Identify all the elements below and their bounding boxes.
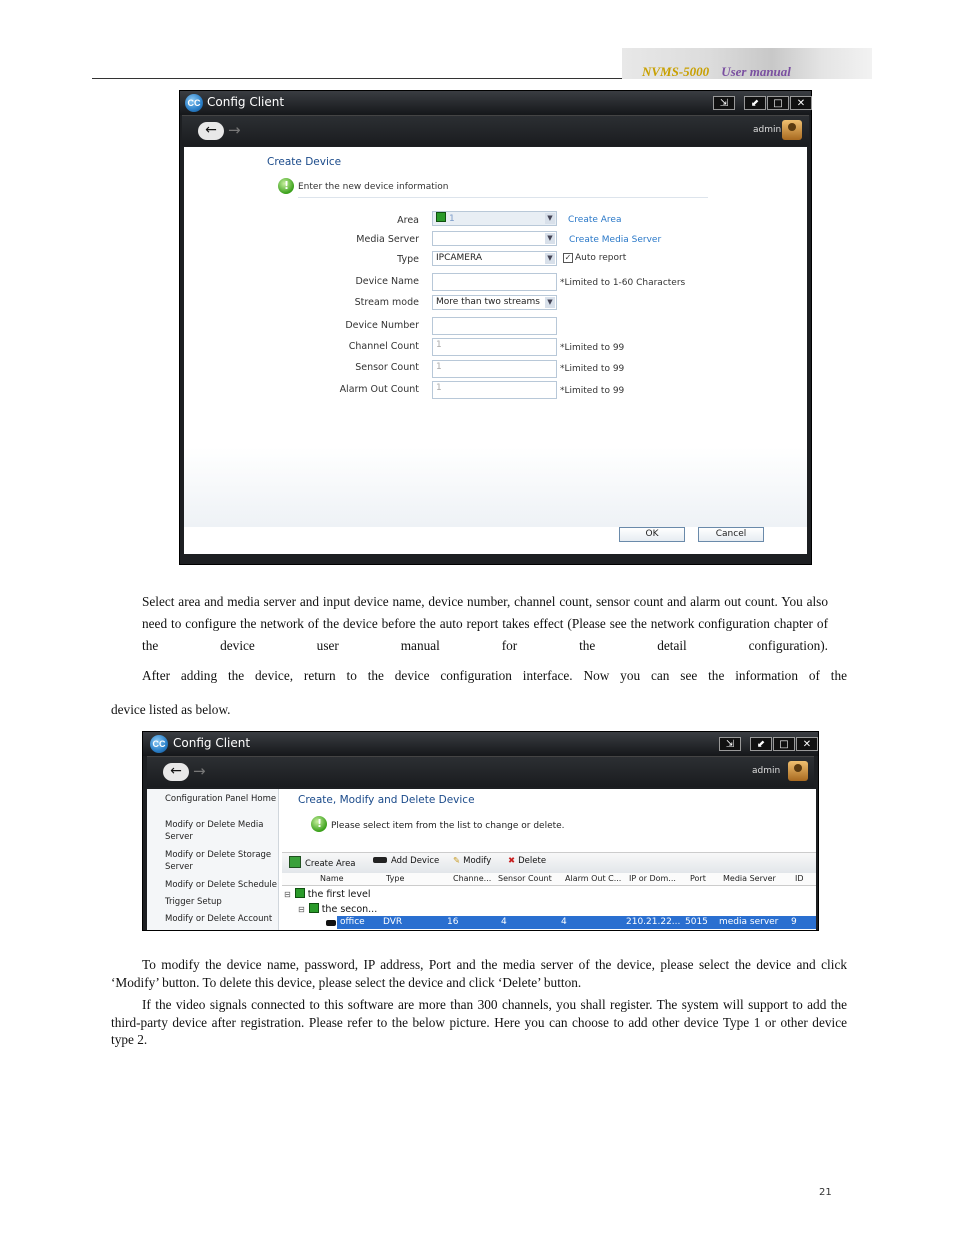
column-channel[interactable]: Channe... <box>453 874 492 883</box>
window-title: Config Client <box>207 95 285 109</box>
create-device-panel <box>184 147 807 554</box>
paragraph-4 <box>111 996 847 1049</box>
device-icon <box>373 857 387 863</box>
action-toolbar <box>282 852 816 874</box>
sidebar-item-home[interactable]: Configuration Panel Home <box>165 794 277 804</box>
hint-divider <box>298 197 708 198</box>
exit-icon[interactable]: ⇲ <box>719 737 741 751</box>
back-arrow-icon[interactable]: ← <box>163 763 189 781</box>
device-number-input[interactable] <box>432 317 557 335</box>
window-title: Config Client <box>173 736 251 750</box>
cell-media-server: media server <box>719 917 779 927</box>
page-number: 21 <box>819 1187 832 1198</box>
paragraph-4-text: If the video signals connected to this software are more than 300 channels, you shall register. The system will support to add the third-party device after registration. Please refer to the below picture. Here you can choose to add other device Type 1 or other device type 2. <box>111 997 847 1047</box>
page-heading: Create, Modify and Delete Device <box>298 794 475 806</box>
sidebar <box>147 789 279 930</box>
delete-label: Delete <box>518 856 547 866</box>
cell-alarm-out: 4 <box>561 917 567 927</box>
paragraph-1a <box>142 591 828 657</box>
create-area-button[interactable] <box>289 856 356 869</box>
auto-report-checkbox[interactable] <box>563 253 626 263</box>
add-device-label: Add Device <box>391 856 440 866</box>
tree-level2-label: the secon... <box>321 904 378 915</box>
create-area-label: Create Area <box>305 859 356 869</box>
user-avatar-icon[interactable] <box>788 761 808 781</box>
sidebar-item-trigger[interactable]: Trigger Setup <box>165 897 222 907</box>
exit-icon[interactable]: ⇲ <box>713 96 735 110</box>
header-product: NVMS-5000 <box>642 64 710 79</box>
hint-text: Enter the new device information <box>298 182 449 192</box>
cell-sensor: 4 <box>501 917 507 927</box>
modify-label: Modify <box>463 856 492 866</box>
alarm-out-note: *Limited to 99 <box>560 386 625 396</box>
restore-icon[interactable]: ⬋ <box>750 737 772 751</box>
cell-ip: 210.21.22... <box>626 917 681 927</box>
checkbox-checked-icon: ✓ <box>564 253 572 262</box>
type-value: IPCAMERA <box>436 253 483 263</box>
info-icon <box>278 178 294 194</box>
sidebar-item-storage-server[interactable]: Modify or Delete Storage Server <box>165 850 272 872</box>
column-port[interactable]: Port <box>690 874 706 883</box>
area-node-icon <box>309 903 319 913</box>
sidebar-item-schedule[interactable]: Modify or Delete Schedule <box>165 880 277 890</box>
cell-id: 9 <box>791 917 797 927</box>
column-type[interactable]: Type <box>386 874 405 883</box>
alarm-out-label: Alarm Out Count <box>339 384 419 395</box>
create-area-icon <box>289 856 301 868</box>
stream-mode-value: More than two streams <box>436 297 540 307</box>
header-rule <box>92 78 622 79</box>
paragraph-3 <box>111 956 847 991</box>
collapse-icon: ⊟ <box>298 905 305 914</box>
chevron-down-icon: ▼ <box>545 233 555 244</box>
create-area-link[interactable]: Create Area <box>568 215 622 225</box>
media-server-label: Media Server <box>356 234 419 245</box>
paragraph-2a: After adding the device, return to the device configuration interface. Now you can see the information of the <box>142 668 847 683</box>
column-ip[interactable]: IP or Dom... <box>629 874 676 883</box>
cell-name: office <box>340 917 365 927</box>
page-heading: Create Device <box>267 156 342 168</box>
sensor-count-note: *Limited to 99 <box>560 364 625 374</box>
channel-count-input[interactable]: 1 <box>432 338 557 356</box>
nav-toolbar <box>147 756 814 787</box>
area-select[interactable] <box>432 211 557 226</box>
add-device-button[interactable] <box>373 856 439 866</box>
collapse-icon: ⊟ <box>284 890 291 899</box>
app-logo-icon: CC <box>185 94 203 112</box>
channel-count-label: Channel Count <box>348 341 419 352</box>
tree-level1-label: the first level <box>307 889 371 900</box>
type-label: Type <box>397 254 419 265</box>
user-name: admin <box>753 125 782 135</box>
tree-node-level1[interactable] <box>284 888 371 900</box>
user-avatar-icon[interactable] <box>782 120 802 140</box>
modify-button[interactable] <box>453 856 491 866</box>
area-label: Area <box>397 215 419 226</box>
type-select[interactable] <box>432 251 557 266</box>
device-number-label: Device Number <box>345 320 419 331</box>
column-id[interactable]: ID <box>795 874 804 883</box>
paragraph-2b: device listed as below. <box>111 702 231 717</box>
media-server-select[interactable] <box>432 231 557 246</box>
area-node-icon <box>295 888 305 898</box>
column-alarm-out[interactable]: Alarm Out C... <box>565 874 622 883</box>
device-list-panel <box>147 789 816 930</box>
column-name[interactable]: Name <box>320 874 344 883</box>
hint-text: Please select item from the list to change or delete. <box>331 821 565 831</box>
title-bar <box>143 732 818 756</box>
area-value: 1 <box>449 214 455 224</box>
device-list-window <box>142 731 819 931</box>
alarm-out-input[interactable]: 1 <box>432 381 557 399</box>
sidebar-item-account[interactable]: Modify or Delete Account <box>165 914 273 924</box>
tree-node-level2[interactable] <box>298 903 377 915</box>
dvr-device-icon <box>326 920 336 926</box>
maximize-icon[interactable]: □ <box>767 96 789 110</box>
chevron-down-icon: ▼ <box>545 253 555 264</box>
app-logo-icon: CC <box>150 735 168 753</box>
chevron-down-icon: ▼ <box>545 297 555 308</box>
device-name-label: Device Name <box>355 276 419 287</box>
stream-mode-label: Stream mode <box>354 297 419 308</box>
column-media-server[interactable]: Media Server <box>723 874 776 883</box>
header-title <box>642 64 791 80</box>
footer-gradient <box>184 447 807 527</box>
close-icon[interactable]: ✕ <box>790 96 812 110</box>
header-doc: User manual <box>721 64 791 79</box>
pencil-icon: ✎ <box>453 856 461 866</box>
area-node-icon <box>436 212 446 222</box>
back-arrow-icon[interactable]: ← <box>198 122 224 140</box>
maximize-icon[interactable]: □ <box>773 737 795 751</box>
chevron-down-icon: ▼ <box>545 213 555 224</box>
user-name: admin <box>752 766 781 776</box>
device-name-note: *Limited to 1-60 Characters <box>560 278 686 288</box>
paragraph-3-text: To modify the device name, password, IP address, Port and the media server of the device, please select the device and click ‘Modify’ button. To delete this device, please select the device and click ‘Delete’ button. <box>111 957 847 990</box>
close-icon[interactable]: ✕ <box>796 737 818 751</box>
sensor-count-label: Sensor Count <box>355 362 419 373</box>
create-device-window <box>179 90 812 565</box>
column-sensor[interactable]: Sensor Count <box>498 874 552 883</box>
channel-count-note: *Limited to 99 <box>560 343 625 353</box>
paragraph-1-text: Select area and media server and input device name, device number, channel count, sensor count and alarm out count. You also need to configure the network of the device before the auto report takes effect (Please see the network configuration chapter of the device user manual for the detail configuration). <box>142 594 828 653</box>
title-bar <box>180 91 811 115</box>
delete-icon: ✖ <box>508 856 516 866</box>
cell-port: 5015 <box>685 917 708 927</box>
device-name-input[interactable] <box>432 273 557 291</box>
stream-mode-select[interactable] <box>432 295 557 310</box>
cancel-button[interactable]: Cancel <box>698 527 764 542</box>
cell-channel: 16 <box>447 917 459 927</box>
forward-arrow-icon[interactable]: → <box>228 121 241 139</box>
create-media-server-link[interactable]: Create Media Server <box>569 235 662 245</box>
nav-toolbar <box>182 115 809 146</box>
sensor-count-input[interactable]: 1 <box>432 360 557 378</box>
ok-button[interactable]: OK <box>619 527 685 542</box>
info-icon <box>311 816 327 832</box>
restore-icon[interactable]: ⬋ <box>744 96 766 110</box>
forward-arrow-icon[interactable]: → <box>193 762 206 780</box>
sidebar-item-media-server[interactable]: Modify or Delete Media Server <box>165 820 264 842</box>
cell-type: DVR <box>383 917 403 927</box>
auto-report-label: Auto report <box>575 253 627 263</box>
delete-button[interactable] <box>508 856 546 866</box>
